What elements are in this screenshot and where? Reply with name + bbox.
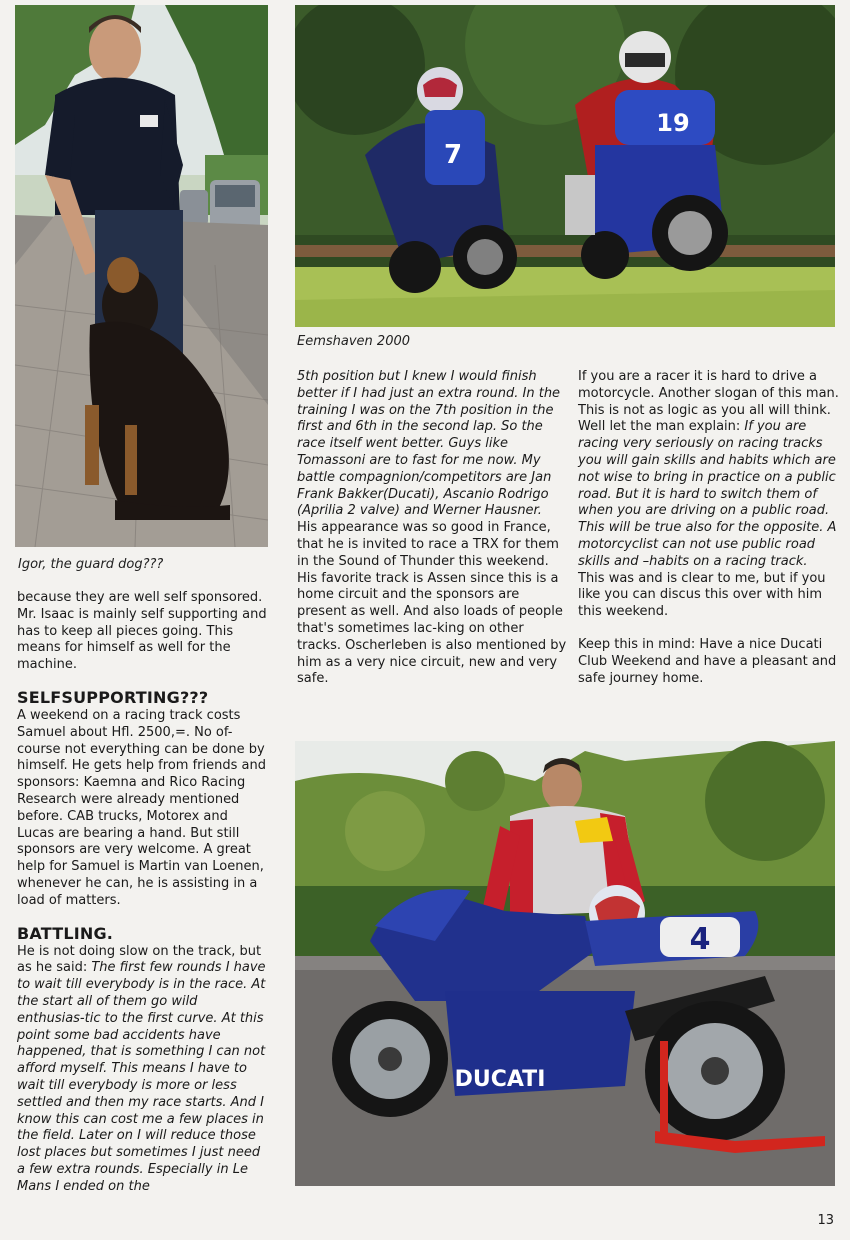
race-photo (295, 5, 835, 327)
col3-paragraph-1 (578, 369, 840, 571)
bike-photo (295, 741, 835, 1186)
col3-paragraph-1-quote: If you are racing very seriously on racing tracks you will gain skills and habits which are not wise to bring in practice on a public road. But it is hard to switch them of when you are driving on a public road. This will be true also for the opposite. A motorcyclist can not use public road skills and –habits on a racing track. (578, 419, 837, 569)
col1-paragraph-3-plain: He is not doing slow on the track, but as he said: (17, 943, 262, 976)
race-bike-7-number: 7 (443, 140, 463, 170)
col2-paragraph-2: His appearance was so good in France, that he is invited to race a TRX for them in the Sound of Thunder this weekend. His favorite track is Assen since this is a home circuit and the sponsors are present as well. And also loads of people that's sometimes lac-king on other tracks. Oscherleben is also mentioned by him as a very nice circuit, new and very safe. (297, 520, 567, 687)
bike-race-number: 4 (689, 922, 711, 957)
col1-paragraph-3 (17, 944, 267, 1196)
column-1 (17, 590, 267, 1196)
heading-selfsupporting: SELFSUPPORTING??? (17, 687, 209, 707)
bike-fairing-text: DUCATI (454, 1067, 546, 1092)
col3-paragraph-2: This was and is clear to me, but if you like you can discus this over with him this weekend. (578, 570, 826, 620)
col3-paragraph-3: Keep this in mind: Have a nice Ducati Club Weekend and have a pleasant and safe journey home. (578, 636, 837, 686)
col1-paragraph-1: because they are well self sponsored. Mr. Isaac is mainly self supporting and has to keep all pieces going. This means for himself as well for the machine. (17, 590, 267, 673)
heading-battling: BATTLING. (17, 923, 114, 943)
col3-paragraph-1-plain: If you are a racer it is hard to drive a motorcycle. Another slogan of this man. This is not as logic as you all will think. Well let the man explain: (578, 369, 839, 435)
dog-photo-caption: Igor, the guard dog??? (18, 557, 164, 572)
page-number: 13 (817, 1213, 834, 1228)
col1-paragraph-2: A weekend on a racing track costs Samuel about Hfl. 2500,=. No of-course not everything can be done by himself. He gets help from friends and sponsors: Kaemna and Rico Racing Research were already mentioned before. CAB trucks, Motorex and Lucas are bearing a hand. But still sponsors are very welcome. A great help for Samuel is Martin van Loenen, whenever he can, he is assisting in a load of matters. (17, 707, 266, 908)
column-2 (297, 369, 567, 688)
col1-paragraph-3-quote: The first few rounds I have to wait till everybody is in the race. At the start all of them go wild enthusias-tic to the first curve. At this point some bad accidents have happened, that is something I can not afford myself. This means I have to wait till everybody is more or less settled and then my race starts. And I know this can cost me a few places in the field. Later on I will reduce those lost places but sometimes I just need a few extra rounds. Especially in Le Mans I ended on the (17, 960, 266, 1194)
col2-paragraph-1: 5th position but I knew I would finish better if I had just an extra round. In the training I was on the 7th position in the first and 6th in the second lap. So the race itself went better. Guys like Tomassoni are to fast for me now. My battle compagnion/competitors are Jan Frank Bakker(Ducati), Ascanio Rodrigo (Aprilia 2 valve) and Werner Hausner. (297, 369, 561, 519)
dog-photo (15, 5, 268, 547)
race-photo-caption: Eemshaven 2000 (297, 334, 411, 349)
column-3 (578, 369, 840, 687)
race-bike-19-number: 19 (656, 109, 690, 137)
